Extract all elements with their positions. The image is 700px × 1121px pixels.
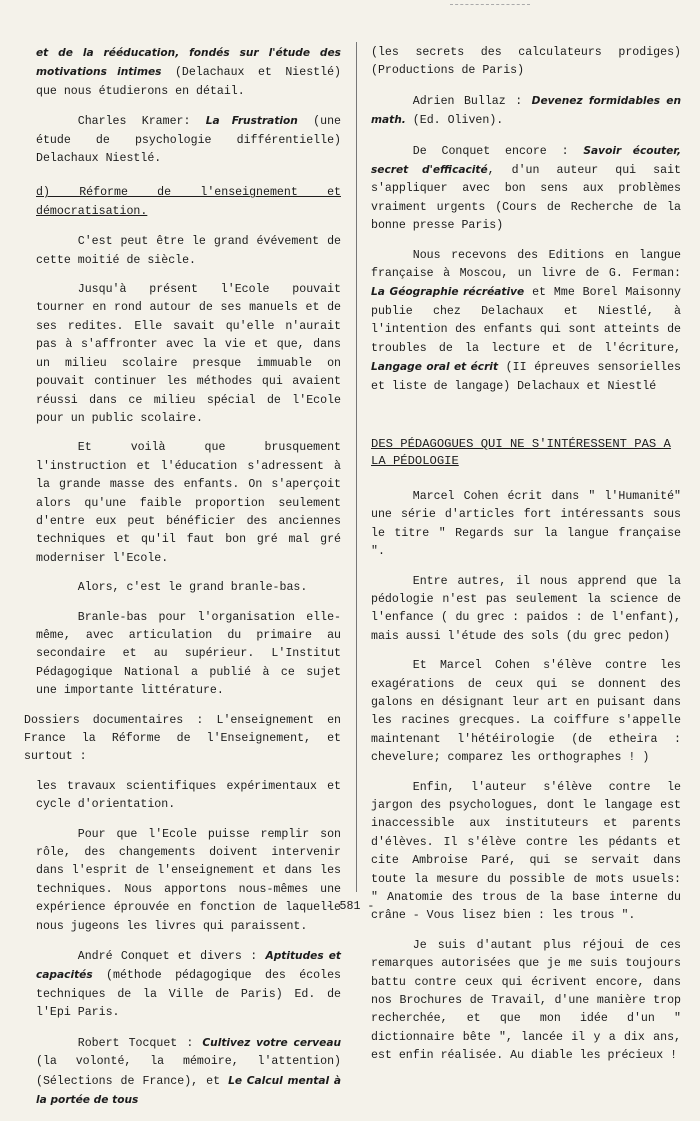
paragraph-voila: Et voilà que brusquement l'instruction et l'éducation s'adressent à la grande masse des enfants. On s'aperçoit alors qu'une faible proportion seulement d'entre eux peut bénéficier des anciennes techniques et qu'il faut bon gré mal gré moderniser l'Ecole. xyxy=(36,441,341,565)
paragraph-moscou: Nous recevons des Editions en langue française à Moscou, un livre de G. Ferman: La Géographie récréative et Mme Borel Maisonny publie chez Delachaux et Niestlé, à l'intention des enfants qui sont atteints de troubles de la lecture et de l'écriture, Langage oral et écrit (II épreuves sensorielles et liste de langage) Delachaux et Niestlé xyxy=(371,248,681,393)
paragraph-calculateurs: (les secrets des calculateurs prodiges) (Productions de Paris) xyxy=(371,46,681,78)
bold-title: Le Calcul mental à la portée de tous xyxy=(36,1074,342,1106)
page-number: - 581 - xyxy=(325,900,375,913)
bold-title: Aptitudes et capacités xyxy=(36,950,341,982)
paragraph-bullaz: Adrien Bullaz : Devenez formidables en math. (Ed. Oliven). xyxy=(371,94,681,128)
paragraph-jargon: Enfin, l'auteur s'élève contre le jargon des psychologues, dont le langage est inaccessible aux instituteurs et parents d'élèves. Il s'élève contre les pédants et cite Ambroise Paré, qui se servait dans toute la mesure du possible de mots usuels: " Anatomie des trous de la base interne du crâne - Vous lisez bien : les trous ". xyxy=(371,780,681,923)
section-heading-d: d) Réforme de l'enseignement et démocratisation. xyxy=(36,186,341,218)
paragraph-pedologie: Entre autres, il nous apprend que la pédologie n'est pas seulement la science de l'enfance ( du grec : paidos : de l'enfant), mais aussi l'étude des sols (du grec pedon) xyxy=(371,574,681,643)
paragraph-jusqua: Jusqu'à présent l'Ecole pouvait tourner en rond autour de ses manuels et de ses redites. Elle savait qu'elle n'aurait pas à s'affronter avec la vie et que, dans un milieu scolaire presque immuable on pouvait continuer les méthodes qui avaient réussi dans ce milieu spécial de l'Ecole pour un public scolaire. xyxy=(36,283,341,425)
paragraph-branle-bas: Branle-bas pour l'organisation elle-même, avec articulation du primaire au secondaire et au supérieur. L'Institut Pédagogique National a publié à ce sujet une importante littérature. xyxy=(36,610,341,698)
right-column xyxy=(371,44,681,1077)
paragraph-dossiers: Dossiers documentaires : L'enseignement en France la Réforme de l'Enseignement, et surtout : xyxy=(24,713,341,764)
bold-title: La Frustration xyxy=(205,115,298,128)
bold-title: et de la rééducation, fondés sur l'étude des motivations intimes xyxy=(36,47,341,79)
top-scan-mark xyxy=(450,4,530,6)
section-title: DES PÉDAGOGUES QUI NE S'INTÉRESSENT PAS A LA PÉDOLOGIE xyxy=(371,436,671,468)
bold-title: Langage oral et écrit xyxy=(371,361,499,374)
paragraph-role: Pour que l'Ecole puisse remplir son rôle, des changements doivent intervenir dans l'esprit de l'enseignement et dans les techniques. Nous apportons nous-mêmes une expérience éprouvée en fonction de laquelle nous jugeons les livres qui paraissent. xyxy=(36,827,341,933)
paragraph-rejoui: Je suis d'autant plus réjoui de ces remarques autorisées que je me suis toujours battu contre ceux qui écrivent encore, dans nos Brochures de Travail, d'une manière trop recherchée, et que mon idée d'un " dictionnaire bête ", lancée il y a dix ans, est enfin réalisée. Au diable les précieux ! xyxy=(371,938,681,1063)
bold-title: La Géographie récréative xyxy=(371,286,525,299)
paragraph-siecle: C'est peut être le grand évévement de cette moitié de siècle. xyxy=(36,235,341,267)
paragraph-intimes: et de la rééducation, fondés sur l'étude des motivations intimes (Delachaux et Niestlé) que nous étudierons en détail. xyxy=(36,47,341,98)
bold-title: Savoir écouter, secret d'efficacité xyxy=(371,144,681,177)
left-column xyxy=(24,44,342,1121)
column-divider xyxy=(356,42,357,892)
bold-title: Cultivez votre cerveau xyxy=(202,1036,342,1049)
paragraph-tocquet: Robert Tocquet : Cultivez votre cerveau (la volonté, la mémoire, l'attention) (Sélections de France), et Le Calcul mental à la portée de tous xyxy=(36,1036,342,1106)
paragraph-alors: Alors, c'est le grand branle-bas. xyxy=(77,581,308,595)
paragraph-exagerations: Et Marcel Cohen s'élève contre les exagérations de ceux qui se donnent des galons en désignant leur art en puisant dans les racines grecques. La coiffure s'appelle maintenant l'hétéirologie (de etheira : chevelure; comparez les orthographes ! ) xyxy=(371,659,681,765)
paragraph-kramer: Charles Kramer: La Frustration (une étude de psychologie différentielle) Delachaux Niestlé. xyxy=(36,115,341,166)
paragraph-cohen: Marcel Cohen écrit dans " l'Humanité" une série d'articles fort intéressants sous le titre " Regards sur la langue française ". xyxy=(371,489,681,559)
bold-title: Devenez formidables en math. xyxy=(371,94,681,127)
paragraph-de-conquet: De Conquet encore : Savoir écouter, secret d'efficacité, d'un auteur qui sait s'appliquer avec bon sens aux problèmes vraiment urgents (Cours de Recherche de la bonne presse Paris) xyxy=(371,144,681,233)
paragraph-conquet: André Conquet et divers : Aptitudes et capacités (méthode pédagogique des écoles techniques de la Ville de Paris) Ed. de l'Epi Paris. xyxy=(36,950,341,1020)
paragraph-travaux: les travaux scientifiques expérimentaux et cycle d'orientation. xyxy=(36,779,341,812)
